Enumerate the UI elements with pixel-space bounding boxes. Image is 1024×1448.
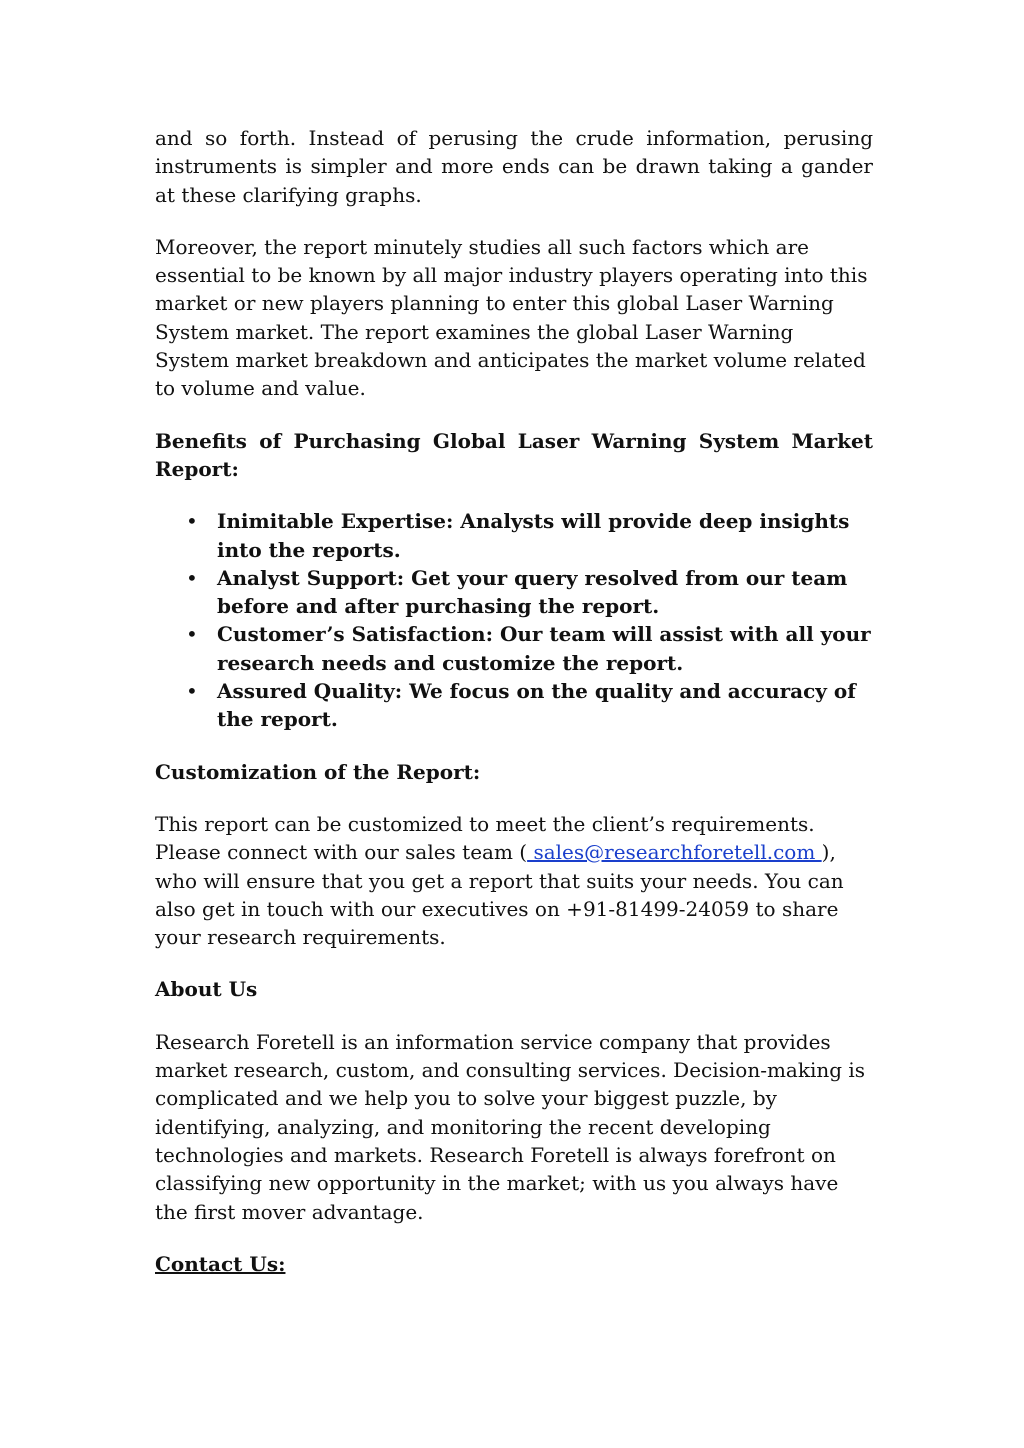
benefit-item-quality <box>186 677 873 734</box>
moreover-paragraph: Moreover, the report minutely studies all such factors which are essential to be known by all major industry players operating into this market or new players planning to enter this global Laser Warning System market. The report examines the global Laser Warning System market breakdown and anticipates the market volume related to volume and value. <box>155 234 868 401</box>
about-paragraph: Research Foretell is an information service company that provides market research, custom, and consulting services. Decision-making is complicated and we help you to solve your biggest puzzle, by identifying, analyzing, and monitoring the recent developing technologies and markets. Research Foretell is always forefront on classifying new opportunity in the market; with us you always have the first mover advantage. <box>155 1029 866 1224</box>
bullet-icon: • <box>186 509 198 534</box>
benefit-item-label: Inimitable Expertise: Analysts will provide deep insights into the reports. <box>217 509 850 562</box>
customization-text-after: ), who will ensure that you get a report that suits your needs. You can also get in touch with our executives on +91-81499-24059 to share your research requirements. <box>155 840 844 950</box>
about-heading: About Us <box>155 977 258 1002</box>
bullet-icon: • <box>186 565 198 590</box>
contact-heading: Contact Us: <box>155 1251 286 1276</box>
bullet-icon: • <box>186 679 198 704</box>
intro-paragraph: and so forth. Instead of perusing the crude information, perusing instruments is simpler and more ends can be drawn taking a gander at these clarifying graphs. <box>155 126 873 207</box>
benefit-item-support <box>186 564 873 621</box>
benefits-list <box>155 507 873 733</box>
benefit-item-expertise <box>186 507 873 564</box>
benefit-item-label: Assured Quality: We focus on the quality and accuracy of the report. <box>217 679 856 732</box>
customization-paragraph <box>155 810 873 951</box>
benefit-item-satisfaction <box>186 620 873 677</box>
sales-email-link[interactable]: sales@researchforetell.com <box>527 840 822 865</box>
benefit-item-label: Analyst Support: Get your query resolved from our team before and after purchasing the report. <box>217 565 848 619</box>
benefit-item-label: Customer’s Satisfaction: Our team will assist with all your research needs and customize the report. <box>217 622 871 675</box>
document-page <box>155 124 873 1278</box>
benefits-heading: Benefits of Purchasing Global Laser Warning System Market Report: <box>155 428 873 481</box>
customization-text-before: This report can be customized to meet the client’s requirements. Please connect with our sales team ( <box>155 811 815 865</box>
bullet-icon: • <box>186 622 198 647</box>
customization-heading: Customization of the Report: <box>155 759 481 784</box>
